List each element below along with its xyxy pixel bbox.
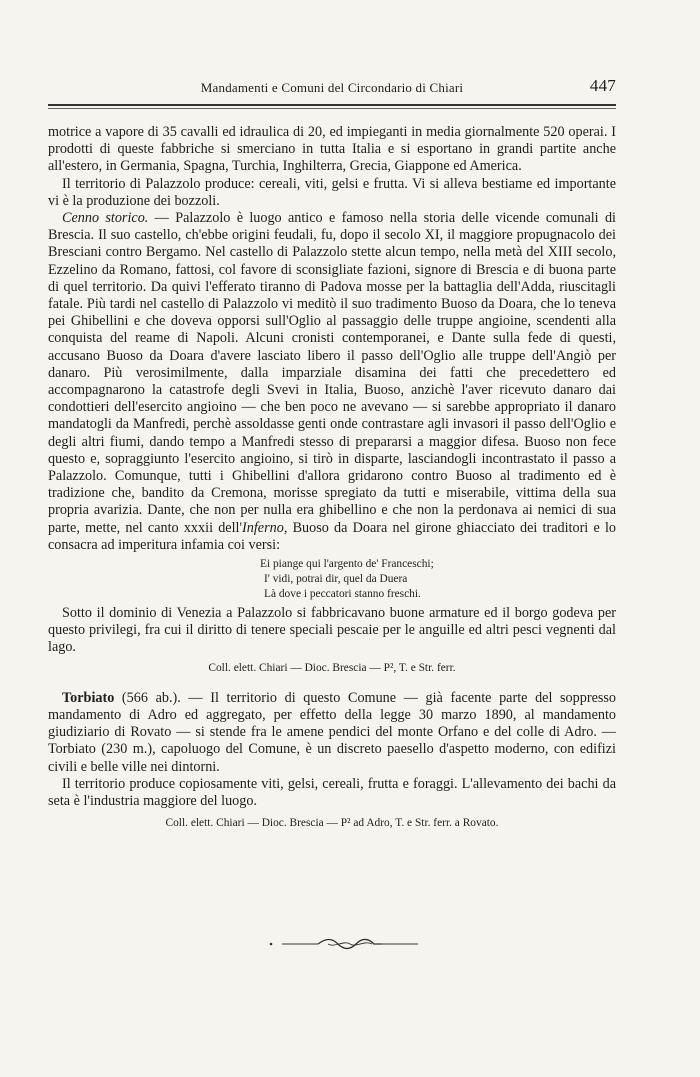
paragraph-history <box>48 210 616 554</box>
paragraph-agriculture: Il territorio di Palazzolo produce: cereali, viti, gelsi e frutta. Vi si alleva bestiame ed importante vi è la produzione dei bozzoli. <box>48 175 616 209</box>
paragraph-torbiato-produce: Il territorio produce copiosamente viti, gelsi, cereali, frutta e foraggi. L'allevamento dei bachi da seta è l'industria maggiore del luogo. <box>48 775 616 809</box>
verse-line: I' vidi, potrai dir, quel da Duera <box>264 573 408 586</box>
verse-quote <box>260 557 616 602</box>
entry-name: Torbiato <box>62 689 115 706</box>
page-body <box>48 124 616 831</box>
header-title: Mandamenti e Comuni del Circondario di Chiari <box>200 80 464 95</box>
flourish-icon <box>0 934 700 954</box>
verse-line: Ei piange qui l'argento de' Franceschi; <box>260 558 434 571</box>
history-text: — Palazzolo è luogo antico e famoso nella storia delle vicende comunali di Brescia. Il suo castello, ch'ebbe origini feudali, fu, dopo il secolo XI, il maggiore propugnacolo dei Bresciani contro Bergamo. Nel castello di Palazzolo stette alcun tempo, nella metà del XIII secolo, Ezzelino da Romano, fattosi, col favore di sconsigliate fazioni, signore di Brescia e di buona parte di quel territorio. Da quivi l'efferato tiranno di Padova mosse per la battaglia dell'Adda, riuscitagli fatale. Più tardi nel castello di Palazzolo vi meditò il suo tradimento Buoso da Doara, che lo teneva pei Ghibellini e che doveva opporsi sull'Oglio al passaggio delle truppe angioine, scendenti alla conquista del reame di Napoli. Alcuni cronisti contemporanei, e Dante sulla fede di questi, accusano Buoso da Doara d'avere lasciato libero il passo dell'Oglio alle truppe dell'Angiò per danaro. Più verosimilmente, dalla imparziale disamina dei fatti che precedettero ed accompagnarono la catastrofe degli Svevi in Italia, Buoso, anzichè l'aver ricevuto danaro dai condottieri dell'esercito angioino — che ben poco ne avevano — si sarebbe appropriato il danaro mandatogli da Manfredi, perchè assoldasse genti onde contrastare agli invasori il passo dell'Oglio e degli altri fiumi, dando tempo a Manfredi stesso di prepararsi a maggior difesa. Buoso non fece questo e, sopraggiunto l'esercito angioino, si tirò in disparte, lasciandogli incontrastato il passo a Palazzolo. Comunque, tutti i Ghibellini d'allora gridarono contro Buoso al tradimento ed è tradizione che, bandito da Cremona, morisse spregiato da tutti e miserabile, vittima della sua propria avarizia. Dante, che non per nulla era ghibellino e che non la perdonava ai nemici di sua parte, mette, nel canto xxxii dell' <box>48 210 616 536</box>
torbiato-text: (566 ab.). — Il territorio di questo Comune — già facente parte del soppresso mandamento di Adro ed aggregato, per effetto della legge 30 marzo 1890, al mandamento giudiziario di Rovato — si stende fra le amene pendici del monte Orfano e del colle di Adro. — Torbiato (230 m.), capoluogo del Comune, è un discreto paesello d'aspetto moderno, con edifizi civili e belle ville nei dintorni. <box>48 689 616 775</box>
electoral-reference-torbiato: Coll. elett. Chiari — Dioc. Brescia — P² ad Adro, T. e Str. ferr. a Rovato. <box>165 817 499 830</box>
history-text-end: , Buoso da Doara nel girone ghiacciato dei traditori e lo consacra ad imperitura infamia coi versi: <box>48 519 616 553</box>
work-title: Inferno <box>242 519 284 536</box>
verse-line: Là dove i peccatori stanno freschi. <box>264 588 421 601</box>
header-rule-thin <box>48 108 616 109</box>
paragraph-torbiato <box>48 690 616 776</box>
header-rule <box>48 104 616 106</box>
electoral-reference: Coll. elett. Chiari — Dioc. Brescia — P², T. e Str. ferr. <box>208 661 456 674</box>
history-label: Cenno storico. <box>62 210 149 227</box>
page-number: 447 <box>589 76 616 95</box>
paragraph-industry: motrice a vapore di 35 cavalli ed idraulica di 20, ed impieganti in media giornalmente 520 operai. I prodotti di queste fabbriche si smerciano in tutta Italia e si esportano in grandi partite anche all'estero, in Germania, Spagna, Turchia, Inghilterra, Grecia, Giappone ed America. <box>48 124 616 175</box>
paragraph-venice: Sotto il dominio di Venezia a Palazzolo si fabbricavano buone armature ed il borgo godeva per questo privilegi, fra cui il diritto di tenere speciali pescaie per le anguille ed altri pesci vegnenti dal lago. <box>48 605 616 656</box>
